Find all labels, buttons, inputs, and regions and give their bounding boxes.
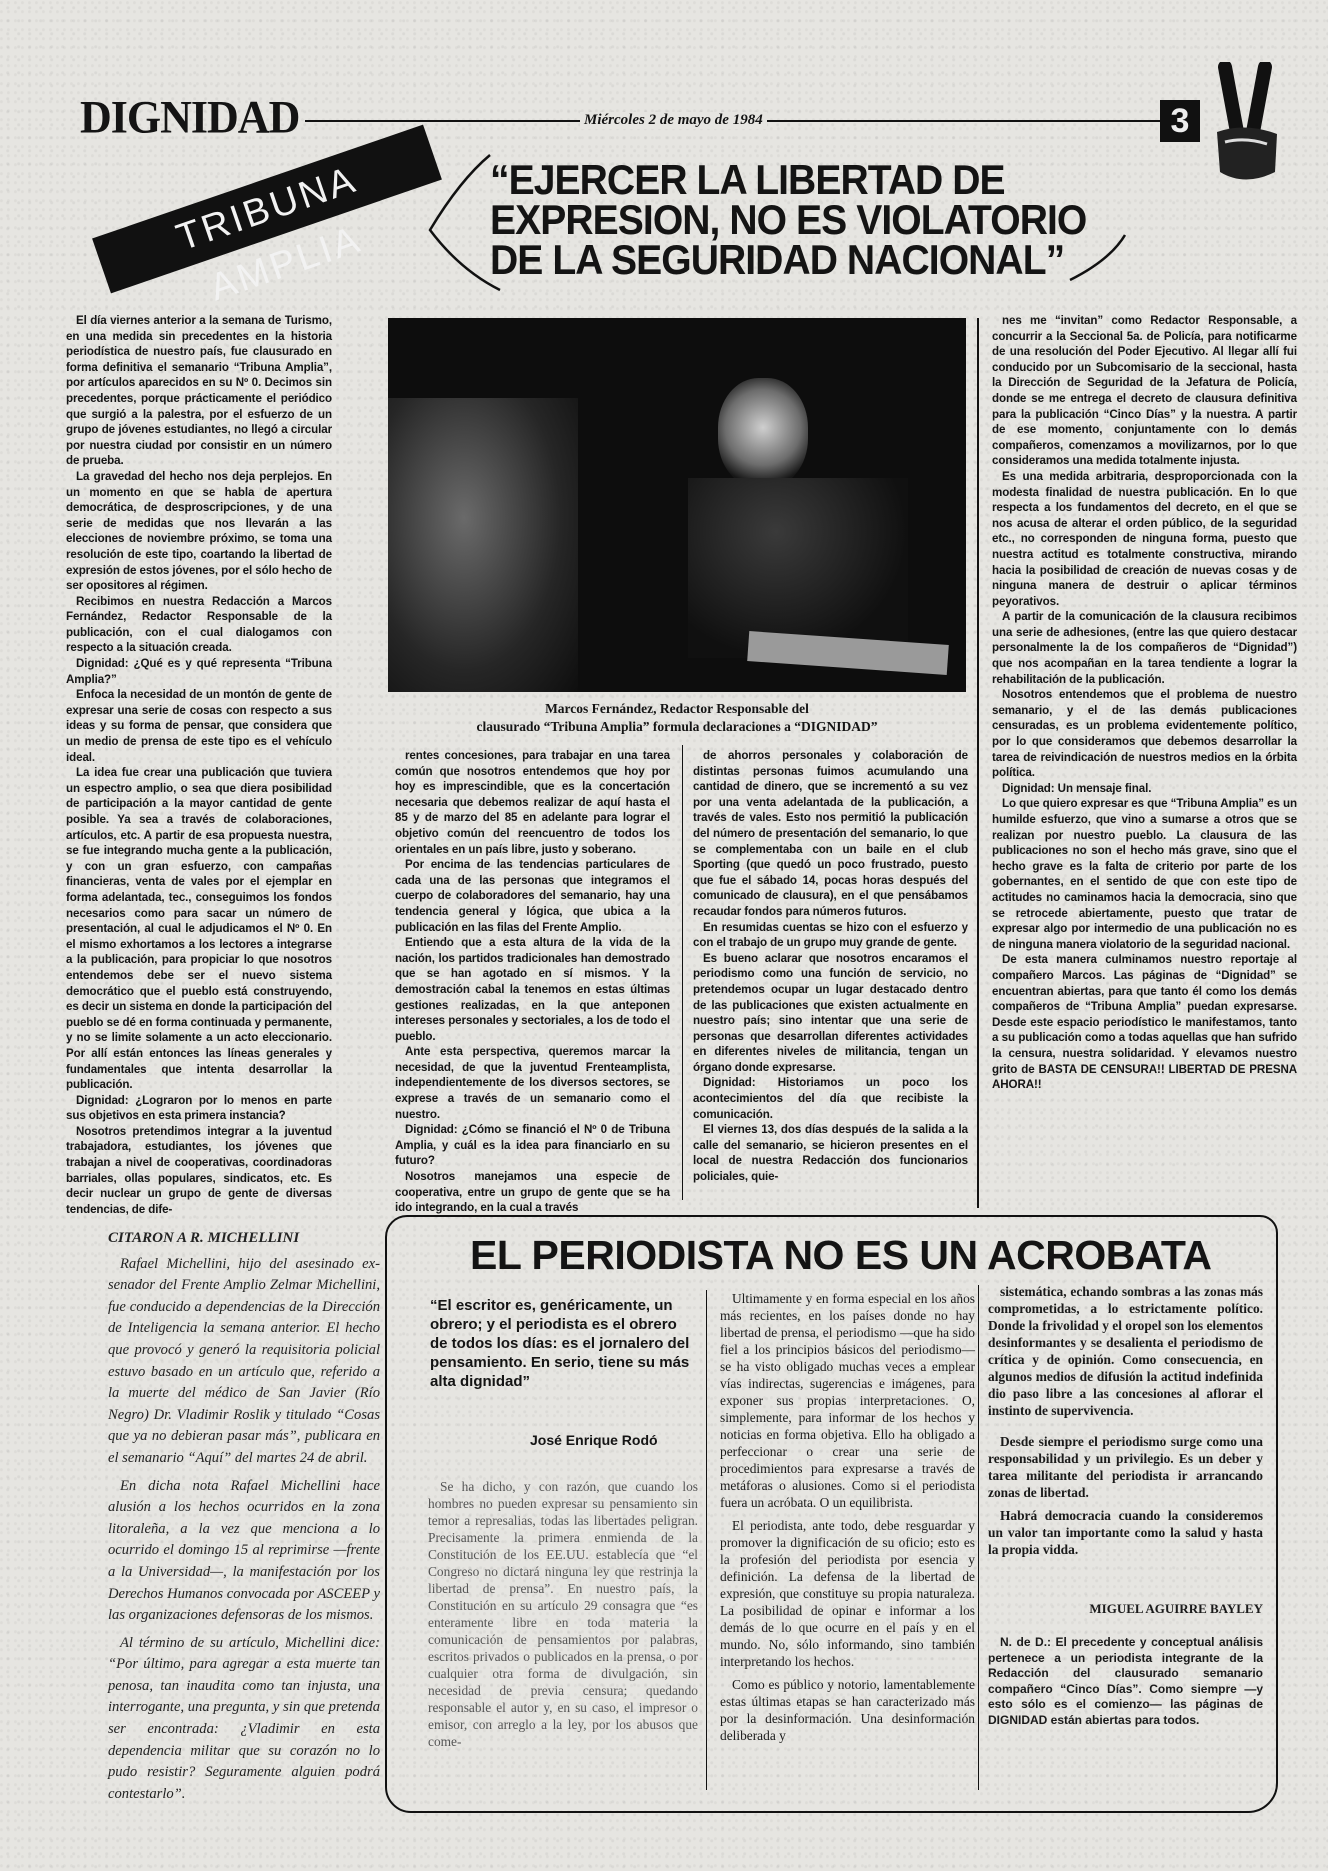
issue-date: Miércoles 2 de mayo de 1984 [580, 112, 767, 129]
paragraph: Ultimamente y en forma especial en los años más recientes, en los países donde no hay libertad de prensa, el periodismo —que ha sido fiel a los principios básicos del periodismo— se ha visto obligado muchas veces a emplear vías indirectas, sugerencias e imágenes, para exponer sus propias interpretaciones. O, simplemente, para informar de los hechos y noticias en forma objetiva. Ello ha obligado a perfeccionar o crear una serie de procedimientos para expresarse a través de metáforas o alusiones. Como si el periodista fuera un acróbata. O un equilibrista. [720, 1291, 975, 1510]
peace-hand-icon [1205, 62, 1290, 192]
caption-line: clausurado “Tribuna Amplia” formula declaraciones a “DIGNIDAD” [476, 719, 878, 734]
headline-line: “EJERCER LA LIBERTAD DE [490, 156, 1005, 203]
paragraph: Entiendo que a esta altura de la vida de la nación, los partidos tradicionales han demostrado que se han agotado en sí mismos. Y la demostración cabal la tenemos en estas últimas gestiones realizadas, en la que anteponen intereses personales y sectoriales, a los de todo el pueblo. [395, 936, 670, 1043]
paragraph: Es una medida arbitraria, desproporcionada con la modesta finalidad de nuestra publicación. En lo que respecta a los fundamentos del decreto, en el que se nos acusa de alterar el orden público, de la seguridad etc., no corresponden de ninguna forma, puesto que nuestra actitud es totalmente constructiva, mirando hacia la posibilidad de creación de nuevas cosas y de ninguna manera de destruir o aplicar términos peyorativos. [992, 469, 1297, 608]
acrobata-title: EL PERIODISTA NO ES UN ACROBATA [470, 1232, 1212, 1278]
paragraph: El periodista, ante todo, debe resguardar y promover la dignificación de su oficio; esto es la profesión del periodista por esencia y definición. La defensa de la libertad de expresión, que constituye su propia naturaleza. La posibilidad de opinar e informar a los demás de lo que ocurre en el país y en el mundo. No, sólo informando, sino también interpretando los hechos. [720, 1518, 975, 1669]
column-divider [978, 1285, 979, 1790]
paragraph: sistemática, echando sombras a las zonas más comprometidas, a lo estrictamente político. Donde la frivolidad y el oropel son los elementos desinformantes y se desalienta el periodismo de crítica y de opinión. Como consecuencia, en algunos medios de difusión la actitud indefinida dio paso libre a las concesiones al aflorar el instinto de supervivencia. [988, 1284, 1264, 1418]
paragraph: nes me “invitan” como Redactor Responsable, a concurrir a la Seccional 5a. de Policía, para notificarme de una resolución del Poder Ejecutivo. Al llegar allí fui conducido por un Subcomisario de la seccional, hasta la Dirección de Seguridad de la Jefatura de Policía, donde se me entrega el decreto de clausura definitiva para la publicación “Cinco Días” y la nuestra. A partir de ese momento, conjuntamente con lo demás compañeros, comenzamos a movilizarnos, por lo que consideramos una medida totalmente injusta. [992, 314, 1297, 468]
paragraph: de ahorros personales y colaboración de distintas personas fuimos acumulando una cantidad de dinero, que se incrementó a su vez por una venta adelantada de la publicación, a través de vales. Esto nos permitió la publicación del número de presentación del semanario, lo que se complementaba con un baile en el club Sporting (que quedó un poco frustrado, puesto que fue el sábado 14, pocas horas después del comunicado de clausura), en el que pensábamos recaudar fondos para números futuros. [693, 749, 968, 918]
paragraph: Ante esta perspectiva, queremos marcar la necesidad, de que la juventud Frenteamplista, independientemente de los diversos sectores, se exprese a través de un semanario como el nuestro. [395, 1045, 670, 1121]
paragraph: Como es público y notorio, lamentablemente estas últimas etapas se han caracterizado más por la desinformación. Una desinformación deliberada y [720, 1677, 975, 1743]
interview-column-3 [693, 748, 968, 1185]
michellini-article [108, 1228, 380, 1805]
paragraph: Nosotros entendemos que el problema de nuestro semanario, y el de las demás publicaciones censuradas, es un problema evidentemente político, por lo que consideramos que debemos desarrollar la tarea de reivindicación de nuestros medios en la órbita política. [992, 688, 1297, 780]
column-divider [706, 1290, 707, 1790]
masthead-logo: DIGNIDAD [80, 91, 300, 144]
paragraph: Habrá democracia cuando la consideremos un valor tan importante como la salud y hasta la propia vidda. [988, 1508, 1263, 1557]
interview-column-4 [992, 313, 1297, 1093]
interview-question: Dignidad: Historiamos un poco los acontecimientos del día que recibiste la comunicación. [693, 1076, 968, 1121]
interview-question: Dignidad: Un mensaje final. [1002, 781, 1152, 795]
paragraph: En resumidas cuentas se hizo con el esfuerzo y con el trabajo de un grupo muy grande de gente. [693, 920, 968, 950]
paragraph: La idea fue crear una publicación que tuviera un espectro amplio, o sea que diera posibilidad de participación a la mayor cantidad de gente posible. Ya sea a través de colaboraciones, artículos, etc. A partir de esa propuesta nuestra, se fue integrando mucha gente a la publicación, y con un gran esfuerzo, con campañas financieras, venta de vales por el ejemplar en forma adelantada, tec., conseguimos los fondos necesarios como para sacar un número de presentación, al cual le adjudicamos el Nº 0. En el mismo exhortamos a los lectores a integrarse a la publicación, para propiciar lo que nosotros entendemos debe ser el nuevo sistema democrático que el pueblo está construyendo, es decir un sistema en donde la participación del pueblo se dé en forma continuada y permanente, y no se limite solamente a un acto eleccionario. Por allí están entonces las líneas generales y fundamentales que intenta desarrollar la publicación. [66, 766, 332, 1092]
headline-line: DE LA SEGURIDAD NACIONAL” [490, 236, 1065, 283]
main-headline [490, 156, 1087, 283]
paragraph: Nosotros manejamos una especie de cooperativa, entre un grupo de gente que se ha ido integrando, en la cual a través [395, 1170, 670, 1215]
acrobata-column-1 [428, 1478, 698, 1750]
closing-paragraph: De esta manera culminamos nuestro reportaje al compañero Marcos. Las páginas de “Dignidad” se encuentran abiertas, para que tanto él como los demás compañeros de “Tribuna Amplia” puedan expresarse. Desde este espacio periodístico le manifestamos, tanto a su publicación como a todas aquellas que han sufrido la censura, nuestra solidaridad. Y elevamos nuestro grito de BASTA DE CENSURA!! LIBERTAD DE PRESNA AHORA!! [992, 953, 1297, 1092]
interview-question: Dignidad: ¿Cómo se financió el Nº 0 de Tribuna Amplia, y cuál es la idea para financiarlo en su futuro? [395, 1123, 670, 1168]
paragraph: El viernes 13, dos días después de la salida a la calle del semanario, se hicieron presentes en el local de nuestra Redacción dos funcionarios policiales, quie- [693, 1123, 968, 1184]
paragraph: Por encima de las tendencias particulares de cada una de las personas que integramos el cuerpo de colaboradores del semanario, hay una tendencia general y lógica, que ubica a la publicación en las filas del Frente Amplio. [395, 858, 670, 934]
paragraph: Nosotros pretendimos integrar a la juventud trabajadora, estudiantes, los jóvenes que trabajan a nivel de cooperativas, coordinadoras barriales, ollas populares, sindicatos, etc. Es decir nuclear un grupo de gente de diversas tendencias, de dife- [66, 1124, 332, 1216]
paragraph: Desde siempre el periodismo surge como una responsabilidad y un privilegio. Es un deber y tarea militante del periodista ir arrancando zonas de libertad. [988, 1434, 1263, 1500]
paragraph: Recibimos en nuestra Redacción a Marcos Fernández, Redactor Responsable de la publicación, con el cual dialogamos con respecto a la situación creada. [66, 594, 332, 655]
paragraph: En dicha nota Rafael Michellini hace alusión a los hechos ocurridos en la zona litoraleña, a la vez que menciona a lo ocurrido el domingo 15 al reprimirse —frente a la Universidad—, la manifestación por los Derechos Humanos convocada por ASCEEP y las organizaciones defensoras de los mismos. [108, 1477, 380, 1624]
acrobata-column-2 [720, 1290, 975, 1744]
column-divider [977, 318, 979, 1208]
interview-column-1 [66, 313, 332, 1217]
paragraph: La gravedad del hecho nos deja perplejos. En un momento en que se habla de apertura democrática, de desproscripciones, y de una serie de medidas que nos llevarán a las elecciones de noviembre próximo, se toma una resolución de este tipo, coartando la libertad de expresión de estos jóvenes, por el sólo hecho de ser opositores al régimen. [66, 469, 332, 593]
author-signature: MIGUEL AGUIRRE BAYLEY [1089, 1601, 1263, 1616]
paragraph: rentes concesiones, para trabajar en una tarea común que nosotros entendemos que hoy por hoy es imprescindible, que es la concertación necesaria que debemos realizar de aquí hasta el 85 y de marzo del 85 en adelante para lograr el objetivo común del reencuentro de todos los orientales en un país libre, justo y soberano. [395, 749, 670, 856]
column-divider [682, 745, 683, 1200]
page-number: 3 [1160, 100, 1200, 142]
acrobata-column-3 [988, 1283, 1263, 1729]
quote-author: José Enrique Rodó [530, 1432, 658, 1448]
paragraph: Se ha dicho, y con razón, que cuando los hombres no pueden expresar su pensamiento sin temor a represalias, todas las libertades peligran. Precisamente la primera enmienda de la Constitución de los EE.UU. establecía que “el Congreso no dictará ninguna ley que restrinja la libertad de prensa”. En nuestro país, la Constitución en su artículo 29 consagra que “es enteramente libre en toda materia la comunicación de pensamientos por palabras, escritos privados o publicados en la prensa, o por cualquier otra forma de divulgación, sin necesidad de previa censura; quedando responsable el autor y, en su caso, el impresor o emisor, con arreglo a la ley, por los abusos que come- [428, 1479, 698, 1749]
paragraph: Al término de su artículo, Michellini dice: “Por último, para agregar a esta muerte tan penosa, tan inaudita como tan injusta, una interrogante, una pregunta, y sin que pretenda ser encontrada: ¿Vladimir en esta dependencia militar que su corazón no lo pudo resistir? Seguramente alguien podrá contestarlo”. [108, 1634, 380, 1802]
interview-question: Dignidad: ¿Lograron por lo menos en parte sus objetivos en esta primera instancia? [66, 1093, 332, 1123]
interview-column-2 [395, 748, 670, 1216]
paragraph: Rafael Michellini, hijo del asesinado ex-senador del Frente Amplio Zelmar Michellini, fue conducido a dependencias de la Dirección de Inteligencia la semana anterior. El hecho que provocó y generó la requisitoria policial estuvo basado en un artículo que, referido a la muerte del médico de San Javier (Río Negro) Dr. Vladimir Roslik y titulado “Cosas que ya no debieran pasar más”, publicara en el semanario “Aquí” del martes 24 de abril. [108, 1255, 380, 1466]
interview-question: Dignidad: ¿Qué es y qué representa “Tribuna Amplia?” [66, 657, 332, 686]
section-banner: TRIBUNA AMPLIA [92, 125, 442, 294]
headline-line: EXPRESION, NO ES VIOLATORIO [490, 196, 1087, 243]
editor-note: N. de D.: El precedente y conceptual análisis pertenece a un periodista integrante de la Redacción del clausurado semanario compañero “Cinco Días”. Como siempre —y esto sólo es el comienzo— las páginas de DIGNIDAD están abiertas para todos. [988, 1635, 1263, 1727]
caption-line: Marcos Fernández, Redactor Responsable del [545, 701, 809, 716]
interview-photo [388, 318, 966, 692]
epigraph-quote: “El escritor es, genéricamente, un obrero; y el periodista es el obrero de todos los días: es el jornalero del pensamiento. En serio, tiene su más alta dignidad” [430, 1297, 690, 1390]
paragraph: Enfoca la necesidad de un montón de gente de expresar una serie de cosas con respecto a sus ideas y su forma de pensar, que considera que un medio de prensa de este tipo es el vehículo ideal. [66, 688, 332, 764]
photo-caption [388, 700, 966, 736]
paragraph: Lo que quiero expresar es que “Tribuna Amplia” es un humilde esfuerzo, que vino a sumarse a otros que se realizan por nuestro pueblo. La clausura de las publicaciones no son el hecho más grave, sino que el hecho grave es la falta de criterio por parte de los gobernantes, en el sentido de que con este tipo de actitudes no caminamos hacia la democracia, sino que se retrocede abiertamente, puesto que tratar de expresar algo por intermedio de una publicación no es de ninguna manera violatorio de la seguridad nacional. [992, 797, 1297, 951]
michellini-title: CITARON A R. MICHELLINI [108, 1230, 300, 1246]
paragraph: A partir de la comunicación de la clausura recibimos una serie de adhesiones, (entre las que quiero destacar personalmente la de los compañeros de “Dignidad”) que nos acompañan en la tarea tendiente a lograr la rehabilitación de la publicación. [992, 610, 1297, 686]
paragraph: El día viernes anterior a la semana de Turismo, en una medida sin precedentes en la historia periodística de nuestro país, fue clausurado en forma definitiva el semanario “Tribuna Amplia”, por artículos aparecidos en su Nº 0. Decimos sin precedentes, porque prácticamente el periódico que surgió a la palestra, por el esfuerzo de un grupo de jóvenes estudiantes, no llegó a circular por nuestra ciudad por consistir en un número de prueba. [66, 314, 332, 468]
paragraph: Es bueno aclarar que nosotros encaramos el periodismo como una función de servicio, no pretendemos ocupar un lugar destacado dentro de las publicaciones que existen actualmente en nuestro país; sino intentar que una serie de personas que desarrollan diferentes actividades en diferentes niveles de militancia, tengan un órgano donde expresarse. [693, 951, 968, 1074]
